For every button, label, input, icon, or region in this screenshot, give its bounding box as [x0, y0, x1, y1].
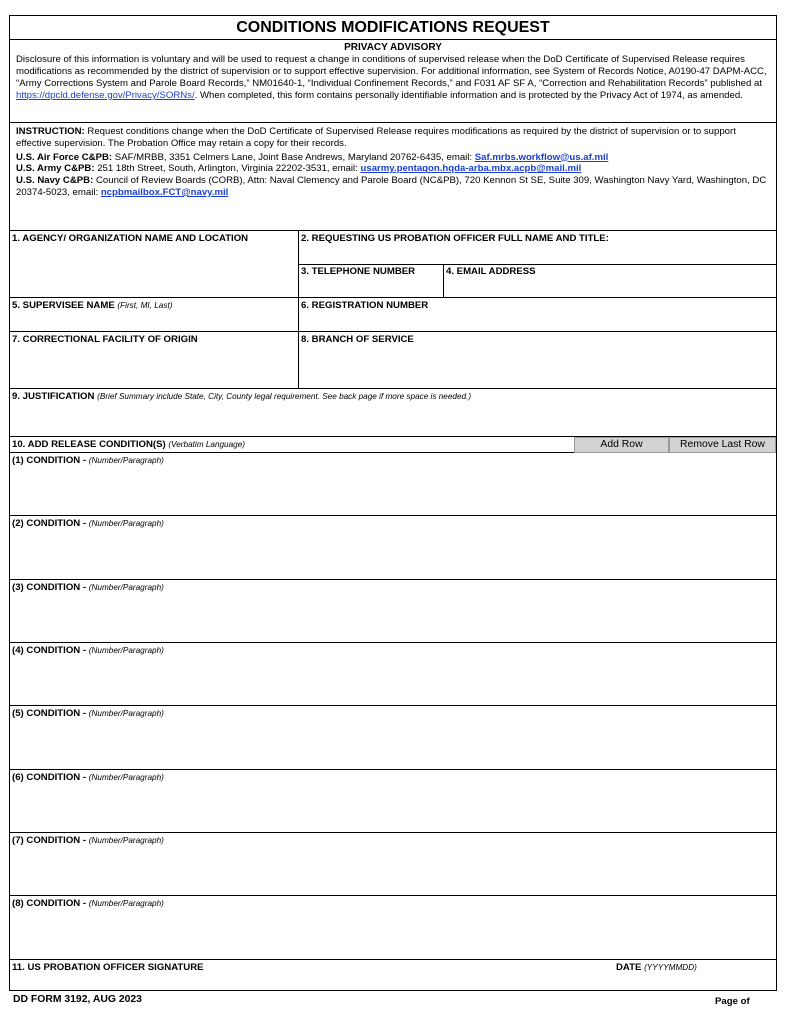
condition-label [10, 580, 776, 596]
justification-hint: (Brief Summary include State, City, County legal requirement. See back page if more space is needed.) [97, 392, 472, 401]
telephone-label: 3. TELEPHONE NUMBER [301, 266, 416, 277]
officer-name-field[interactable] [299, 231, 776, 265]
justification-label [10, 389, 776, 405]
condition-number: (2) CONDITION - [12, 518, 87, 529]
condition-field[interactable] [10, 580, 776, 643]
email-label: 4. EMAIL ADDRESS [446, 266, 536, 277]
condition-hint: (Number/Paragraph) [88, 773, 164, 782]
row-facility [10, 332, 776, 389]
date-hint: (YYYYMMDD) [644, 963, 697, 972]
row-supervisee [10, 298, 776, 332]
supervisee-name-hint: (First, MI, Last) [117, 301, 173, 310]
supervisee-name-label [10, 298, 298, 314]
supervisee-name-field[interactable] [10, 298, 298, 331]
condition-number: (7) CONDITION - [12, 835, 87, 846]
branch-field[interactable] [298, 332, 776, 388]
condition-number: (6) CONDITION - [12, 772, 87, 783]
contact-army [16, 163, 770, 175]
condition-field[interactable] [10, 516, 776, 580]
justification-text: 9. JUSTIFICATION [12, 391, 95, 402]
telephone-field[interactable] [299, 264, 443, 297]
privacy-text-2: . When completed, this form contains personally identifiable information and is protected by the Privacy Act of 1974, as amended. [194, 90, 743, 101]
facility-label: 7. CORRECTIONAL FACILITY OF ORIGIN [12, 334, 198, 345]
page-number: Page of [715, 996, 750, 1007]
contact-label: U.S. Navy C&PB: [16, 175, 94, 187]
contact-text: SAF/MRBB, 3351 Celmers Lane, Joint Base Andrews, Maryland 20762-6435, email: [112, 151, 475, 163]
contact-text: 251 18th Street, South, Arlington, Virginia 22202-3531, email: [94, 163, 361, 175]
contact-email[interactable]: usarmy.pentagon.hqda-arba.mbx.acpb@mail.mil [360, 163, 582, 175]
condition-label [10, 516, 776, 532]
privacy-text-1: Disclosure of this information is voluntary and will be used to request a change in conditions of supervised release when the DoD Certificate of Supervised Release requires modifications as recommended by the district of supervision or to support effective supervision. For additional information, see System of Records Notice, A0190-47 DAPM-ACC, “Army Corrections System and Parole Board Records,” NM01640-1, “Individual Confinement Records,” and F031 AF SF A, “Correction and Rehabilitation Records” published at [16, 54, 767, 89]
privacy-advisory [10, 40, 776, 123]
form-title: CONDITIONS MODIFICATIONS REQUEST [10, 16, 776, 40]
condition-field[interactable] [10, 770, 776, 833]
email-field[interactable] [443, 264, 776, 297]
condition-hint: (Number/Paragraph) [88, 899, 164, 908]
add-conditions-header [10, 437, 776, 453]
condition-number: (5) CONDITION - [12, 708, 87, 719]
condition-number: (8) CONDITION - [12, 898, 87, 909]
condition-label [10, 643, 776, 659]
form [9, 15, 777, 991]
condition-number: (1) CONDITION - [12, 455, 87, 466]
supervisee-name-text: 5. SUPERVISEE NAME [12, 300, 115, 311]
instruction-text: Request conditions change when the DoD Certificate of Supervised Release requires modifications as required by the district of supervision or to support effective supervision. The Probation Office may retain a copy for their records. [16, 126, 736, 149]
add-conditions-text: 10. ADD RELEASE CONDITION(S) [12, 439, 166, 450]
registration-number-label: 6. REGISTRATION NUMBER [301, 300, 429, 311]
branch-label: 8. BRANCH OF SERVICE [301, 334, 414, 345]
right-block [298, 231, 776, 297]
form-number: DD FORM 3192, AUG 2023 [13, 994, 142, 1005]
condition-field[interactable] [10, 453, 776, 516]
condition-field[interactable] [10, 833, 776, 896]
condition-label [10, 770, 776, 786]
condition-number: (3) CONDITION - [12, 582, 87, 593]
condition-field[interactable] [10, 706, 776, 770]
condition-hint: (Number/Paragraph) [88, 646, 164, 655]
registration-number-field[interactable] [298, 298, 776, 331]
privacy-heading: PRIVACY ADVISORY [344, 42, 442, 53]
condition-field[interactable] [10, 643, 776, 706]
agency-field[interactable] [10, 231, 298, 297]
facility-field[interactable] [10, 332, 298, 388]
row-agency [10, 231, 776, 298]
condition-hint: (Number/Paragraph) [88, 519, 164, 528]
condition-label [10, 453, 776, 469]
condition-label [10, 706, 776, 722]
contact-email[interactable]: Saf.mrbs.workflow@us.af.mil [474, 151, 609, 163]
contact-label: U.S. Army C&PB: [16, 163, 95, 175]
contact-email[interactable]: ncpbmailbox.FCT@navy.mil [100, 186, 229, 198]
agency-label: 1. AGENCY/ ORGANIZATION NAME AND LOCATION [12, 233, 249, 244]
condition-number: (4) CONDITION - [12, 645, 87, 656]
date-field[interactable] [614, 960, 699, 976]
contact-text: Council of Review Boards (CORB), Attn: Naval Clemency and Parole Board (NC&PB), 720 Kennon St SE, Suite 309, Washington Navy Yard, Washington, DC 20374-5023, email: [16, 175, 767, 198]
signature-label: 11. US PROBATION OFFICER SIGNATURE [12, 962, 204, 973]
contact-navy [16, 175, 770, 199]
contact-air-force [16, 152, 770, 164]
instruction-label: INSTRUCTION: [16, 126, 85, 137]
contact-label: U.S. Air Force C&PB: [16, 151, 113, 163]
instruction-section [10, 123, 776, 231]
add-row-button[interactable]: Add Row [574, 437, 669, 453]
condition-label [10, 896, 776, 912]
sorn-link[interactable]: https://dpcld.defense.gov/Privacy/SORNs/ [16, 90, 195, 101]
condition-hint: (Number/Paragraph) [88, 456, 164, 465]
privacy-text [16, 54, 770, 102]
instruction [16, 126, 770, 150]
condition-hint: (Number/Paragraph) [88, 836, 164, 845]
signature-field[interactable] [10, 960, 206, 976]
officer-name-label: 2. REQUESTING US PROBATION OFFICER FULL NAME AND TITLE: [301, 233, 609, 244]
condition-label [10, 833, 776, 849]
justification-field[interactable] [10, 389, 776, 437]
condition-hint: (Number/Paragraph) [88, 709, 164, 718]
add-conditions-hint: (Verbatim Language) [168, 440, 245, 449]
condition-hint: (Number/Paragraph) [88, 583, 164, 592]
remove-last-row-button[interactable]: Remove Last Row [669, 437, 776, 453]
date-label: DATE [616, 962, 642, 973]
condition-field[interactable] [10, 896, 776, 960]
